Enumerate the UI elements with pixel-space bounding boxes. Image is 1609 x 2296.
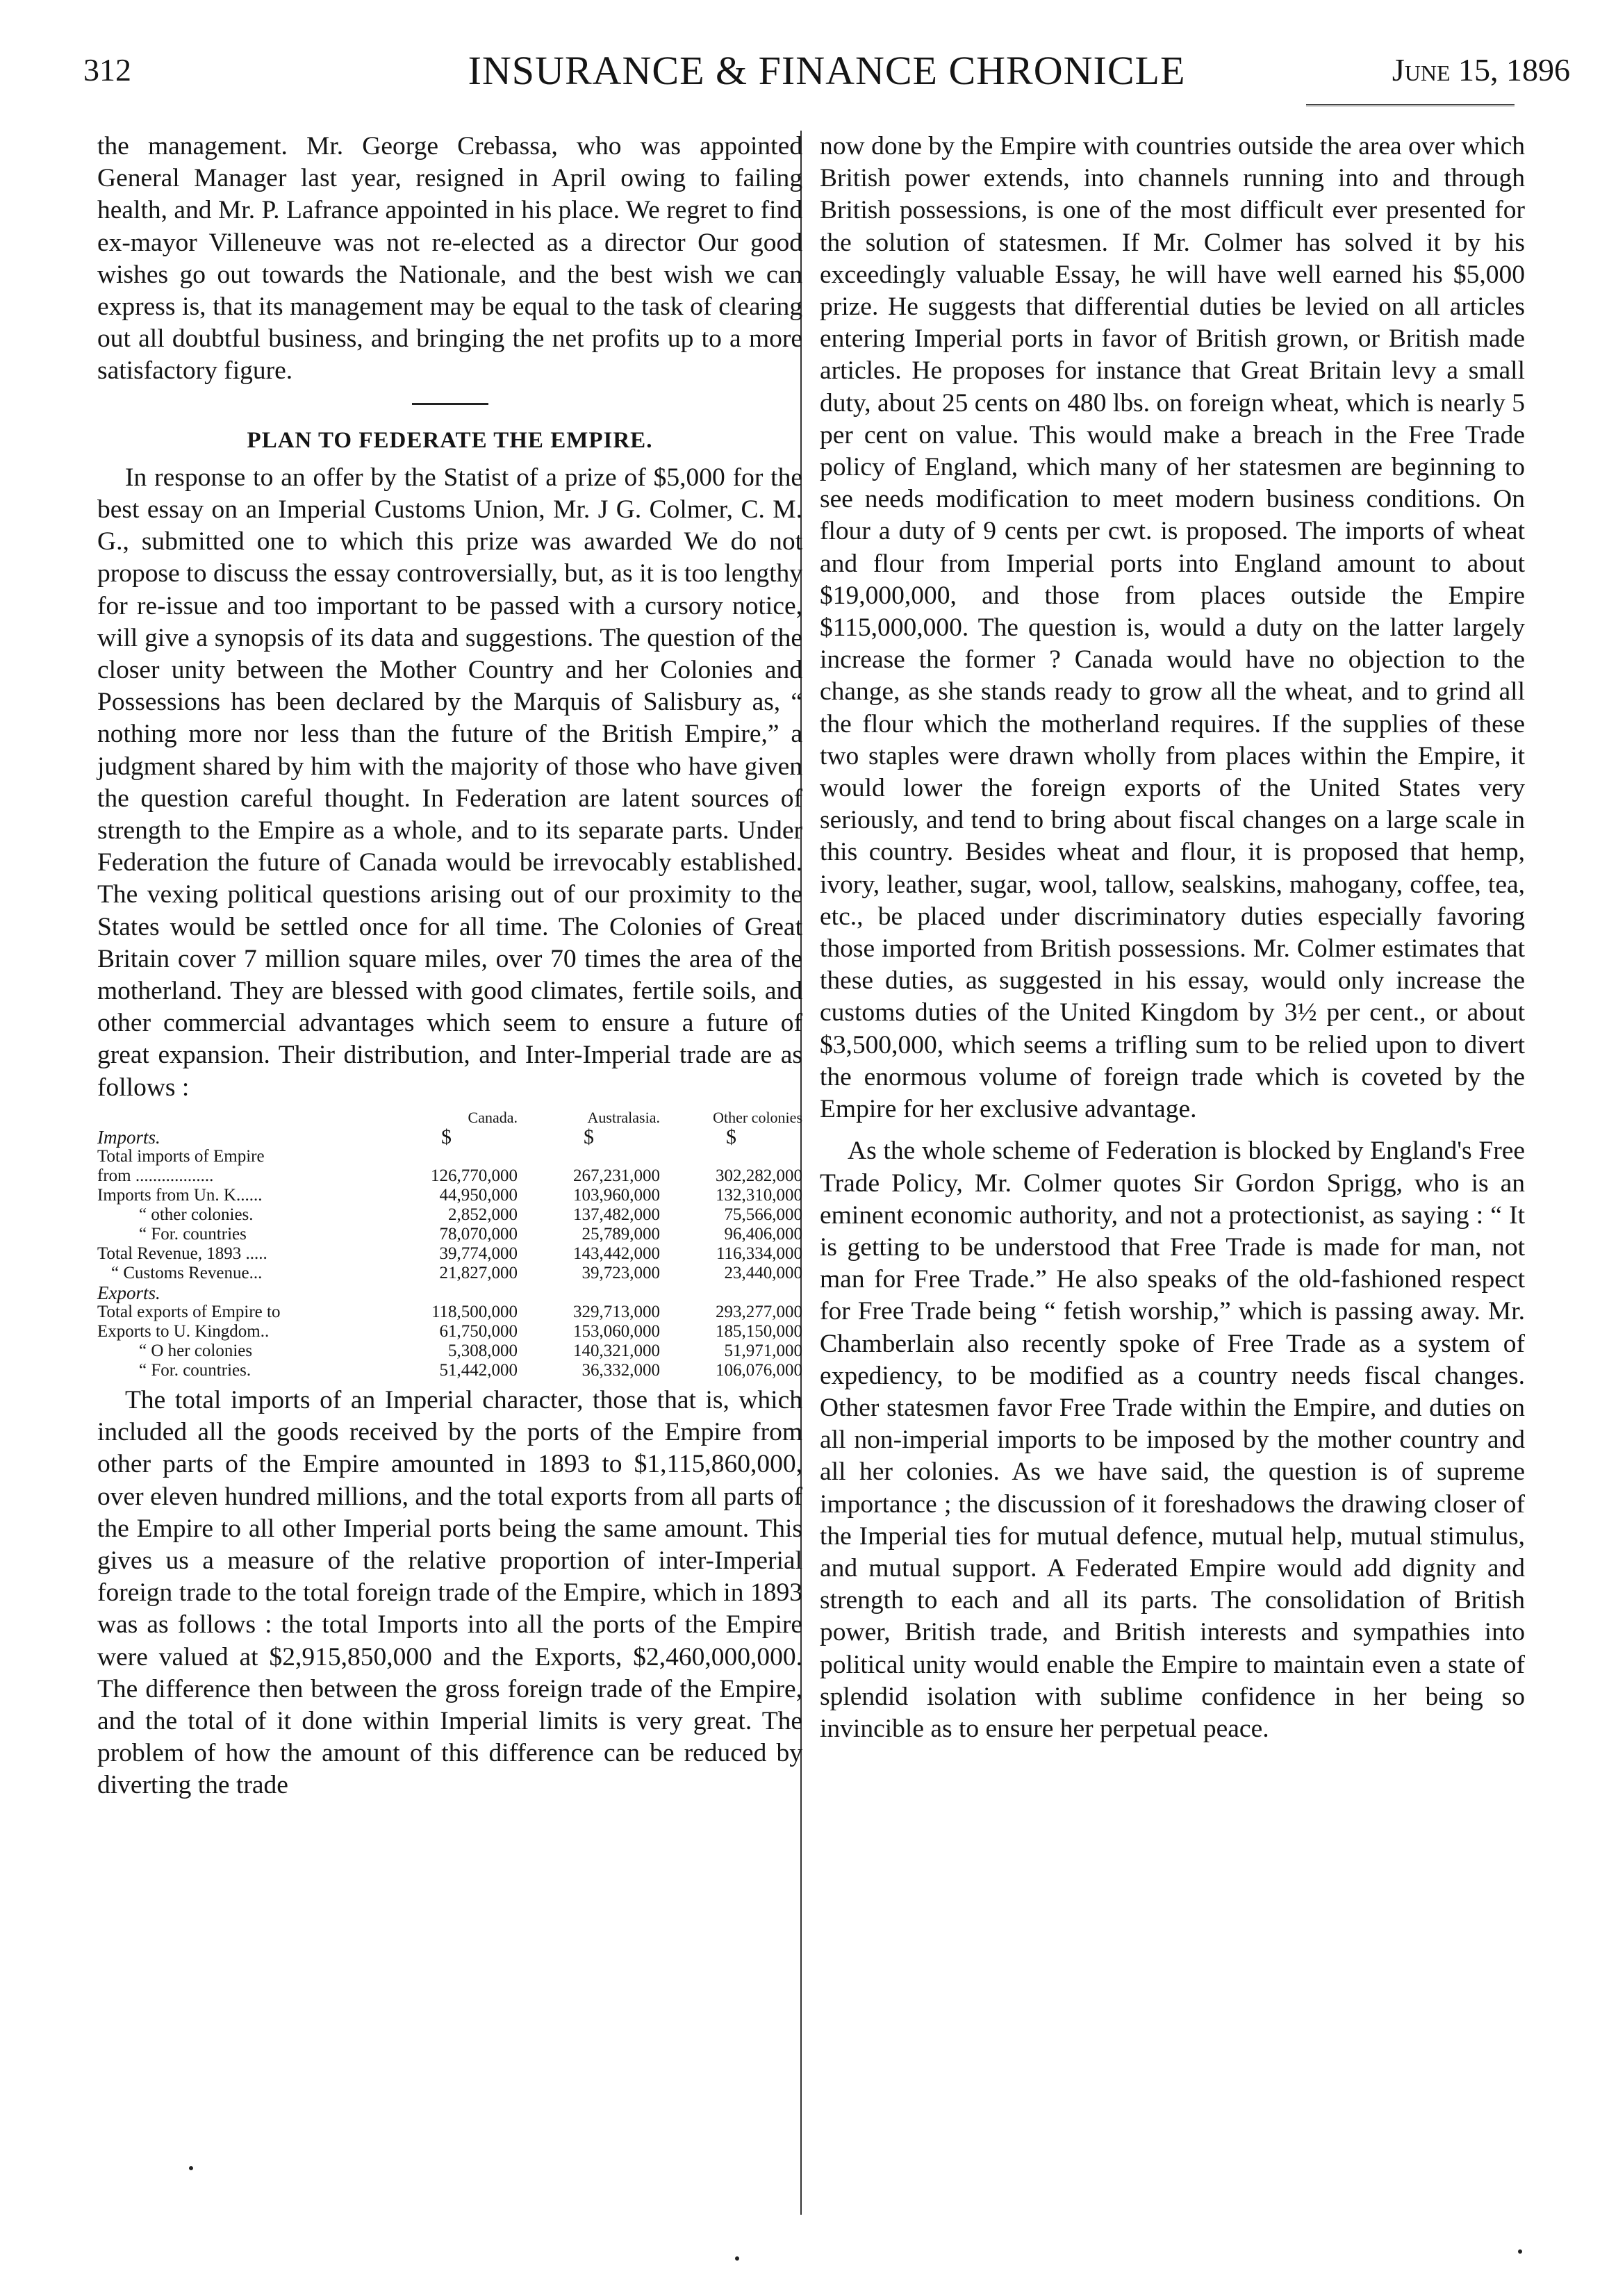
- cell-value: 23,440,000: [724, 1263, 802, 1282]
- section-rule: [412, 403, 488, 405]
- row-label: Exports to U. Kingdom..: [97, 1321, 270, 1341]
- table-row: [97, 1264, 802, 1283]
- table-row: [97, 1303, 802, 1322]
- cell-value: 302,282,000: [716, 1166, 802, 1185]
- cell-value: 137,482,000: [572, 1205, 660, 1224]
- table-row: [97, 1205, 802, 1225]
- print-speck: [189, 2166, 193, 2170]
- row-label: Total Revenue, 1893 .....: [97, 1244, 267, 1263]
- table-subheader-row: [97, 1283, 802, 1303]
- cell-value: [518, 1147, 660, 1166]
- currency-symbol: $: [725, 1125, 736, 1148]
- cell-value: 106,076,000: [716, 1360, 802, 1380]
- table-column-header: Canada.: [468, 1108, 518, 1126]
- cell-value: 78,070,000: [439, 1224, 518, 1244]
- table-row: [97, 1166, 802, 1186]
- paragraph-imperial-trade: The total imports of an Imperial character, those that is, which included all the goods received by the ports of the Empire from other parts of the Empire amounted in 1893 to $1,115,860,000, over eleven hundred millions, and the total exports from all parts of the Empire to all other Imperial ports being the same amount. This gives us a measure of the relative proportion of inter-Imperial foreign trade to the total foreign trade of the Empire, which in 1893 was as follows : the total Imports into all the ports of the Empire were valued at $2,915,850,000 and the Exports, $2,460,000,000. The difference then between the gross foreign trade of the Empire, and the total of it done within Imperial limits is very great. The problem of how the amount of this difference can be reduced by diverting the trade: [97, 1385, 802, 1800]
- row-label: “ For. countries: [139, 1224, 247, 1244]
- table-row: [97, 1225, 802, 1244]
- cell-value: 116,334,000: [716, 1244, 802, 1263]
- cell-value: [660, 1147, 802, 1166]
- cell-value: 51,442,000: [439, 1360, 518, 1380]
- cell-value: [375, 1147, 518, 1166]
- paragraph-federation-intro: In response to an offer by the Statist of a prize of $5,000 for the best essay on an Imperial Customs Union, Mr. J G. Colmer, C. M. G., submitted one to which this prize was awarded We do not propose to discuss the essay controversially, but, as it is too lengthy for re-issue and too important to be passed with a cursory notice, will give a synopsis of its data and suggestions. The question of the closer unity between the Mother Country and her Colonies and Possessions has been declared by the Marquis of Salisbury as, “ nothing more nor less than the future of the British Empire,” a judgment shared by him with the majority of those who have given the question careful thought. In Federation are latent sources of strength to the Empire as a whole, and to its separate parts. Under Federation the future of Canada would be irrevocably established. The vexing political questions arising out of our proximity to the States would be settled once for all time. The Colonies of Great Britain cover 7 million square miles, over 70 times the area of the motherland. They are blessed with good climates, fertile soils, and other commercial advantages which seem to ensure a future of great expansion. Their distribution, and Inter-Imperial trade are as follows :: [97, 463, 802, 1102]
- page-header: [83, 44, 1570, 100]
- print-speck: [1518, 2249, 1522, 2254]
- cell-value: 143,442,000: [572, 1244, 660, 1263]
- cell-value: 126,770,000: [431, 1166, 518, 1185]
- article-heading: PLAN TO FEDERATE THE EMPIRE.: [247, 427, 653, 453]
- cell-value: 185,150,000: [716, 1321, 802, 1341]
- right-column: [820, 131, 1525, 1745]
- cell-value: 96,406,000: [724, 1224, 802, 1244]
- row-label: “ other colonies.: [139, 1205, 254, 1224]
- paragraph-free-trade: As the whole scheme of Federation is blocked by England's Free Trade Policy, Mr. Colmer quotes Sir Gordon Sprigg, who is an eminent economic authority, and not a protectionist, as saying : “ It is getting to be understood that Free Trade is made for man, not man for Free Trade.” He also speaks of the old-fashioned respect for Free Trade being “ fetish worship,” which is passing away. Mr. Chamberlain also recently spoke of Free Trade as a system of expediency, to be modified as a country needs fiscal changes. Other statesmen favor Free Trade within the Empire, and duties on all non-imperial imports to be imposed by the mother country and all her colonies. As we have said, the question is of supreme importance ; the discussion of it foreshadows the drawing closer of the Imperial ties for mutual defence, mutual help, mutual stimulus, and mutual support. A Federated Empire would add dignity and strength to each and all its parts. The consolidation of British power, British trade, and British interests and sympathies into political unity would enable the Empire to maintain even a state of splendid isolation with sublime confidence in her being so invincible as to ensure her perpetual peace.: [820, 1137, 1525, 1743]
- cell-value: 61,750,000: [439, 1321, 518, 1341]
- cell-value: 153,060,000: [572, 1321, 660, 1341]
- table-column-header: Australasia.: [587, 1108, 660, 1126]
- cell-value: 21,827,000: [439, 1263, 518, 1282]
- issue-date: June 15, 1896: [1392, 52, 1570, 88]
- table-row: [97, 1244, 802, 1264]
- imports-label: Imports.: [97, 1126, 160, 1148]
- cell-value: 293,277,000: [716, 1302, 802, 1321]
- cell-value: 39,774,000: [439, 1244, 518, 1263]
- cell-value: 329,713,000: [572, 1302, 660, 1321]
- cell-value: 118,500,000: [431, 1302, 518, 1321]
- table-row: [97, 1322, 802, 1341]
- table-header-row: [97, 1108, 802, 1128]
- print-speck: [735, 2256, 739, 2261]
- table-row: [97, 1341, 802, 1361]
- table-row: [97, 1361, 802, 1380]
- cell-value: 103,960,000: [572, 1185, 660, 1205]
- table-column-header: Other colonies: [713, 1108, 802, 1126]
- row-label: Imports from Un. K......: [97, 1185, 263, 1205]
- row-label: Total imports of Empire: [97, 1146, 265, 1166]
- cell-value: 44,950,000: [439, 1185, 518, 1205]
- left-column: [97, 131, 802, 1802]
- paragraph-colmer-essay: now done by the Empire with countries outside the area over which British power extends, into channels running into and through British possessions, is one of the most difficult ever presented for the solution of statesmen. If Mr. Colmer has solved it by his exceedingly valuable Essay, he will have well earned his $5,000 prize. He suggests that differential duties be levied on all articles entering Imperial ports in favor of British grown, or British made articles. He proposes for instance that Great Britain levy a small duty, about 25 cents on 480 lbs. on foreign wheat, which is nearly 5 per cent on value. This would make a breach in the Free Trade policy of England, which many of her statesmen are beginning to see needs modification to meet modern business conditions. On flour a duty of 9 cents per cwt. is proposed. The imports of wheat and flour from Imperial ports into England amount to about $19,000,000, and those from places outside the Empire $115,000,000. The question is, would a duty on the latter largely increase the former ? Canada would have no objection to the change, as she stands ready to grow all the wheat, and to grind all the flour which the motherland requires. If the supplies of these two staples were drawn wholly from places within the Empire, it would lower the foreign exports of the United States very seriously, and tend to bring about fiscal changes on a large scale in this country. Besides wheat and flour, it is proposed that hemp, ivory, leather, sugar, wool, tallow, sealskins, mahogany, coffee, tea, etc., be placed under discriminatory duties especially favoring those imported from British possessions. Mr. Colmer estimates that these duties, as suggested in his essay, would only increase the customs duties of the United Kingdom by 3½ per cent., or about $3,500,000, which seems a trifling sum to be relied upon to divert the enormous volume of foreign trade which is coveted by the Empire for her exclusive advantage.: [820, 132, 1525, 1124]
- table-row: [97, 1186, 802, 1205]
- publication-title: INSURANCE & FINANCE CHRONICLE: [468, 48, 1186, 93]
- currency-symbol: $: [441, 1125, 452, 1148]
- cell-value: 36,332,000: [581, 1360, 660, 1380]
- cell-value: 51,971,000: [724, 1341, 802, 1360]
- cell-value: 2,852,000: [448, 1205, 518, 1224]
- row-label: “ For. countries.: [139, 1360, 251, 1380]
- table-row: [97, 1147, 802, 1166]
- cell-value: 75,566,000: [724, 1205, 802, 1224]
- cell-value: 267,231,000: [572, 1166, 660, 1185]
- table-currency-row: [97, 1128, 802, 1147]
- trade-table: [97, 1108, 802, 1380]
- paragraph-nationale: the management. Mr. George Crebassa, who was appointed General Manager last year, resigned in April owing to failing health, and Mr. P. Lafrance appointed in his place. We regret to find ex-mayor Villeneuve was not re-elected as a director Our good wishes go out towards the Nationale, and the best wish we can express is, that its management may be equal to the task of clearing out all doubtful business, and bringing the net profits up to a more satisfactory figure.: [97, 132, 802, 386]
- cell-value: 132,310,000: [716, 1185, 802, 1205]
- row-label: from ..................: [97, 1166, 214, 1185]
- cell-value: 25,789,000: [581, 1224, 660, 1244]
- row-label: “ Customs Revenue...: [111, 1263, 263, 1282]
- currency-symbol: $: [584, 1125, 594, 1148]
- exports-label: Exports.: [97, 1282, 160, 1303]
- row-label: “ O her colonies: [139, 1341, 253, 1360]
- cell-value: 140,321,000: [572, 1341, 660, 1360]
- page-number: 312: [83, 52, 131, 88]
- cell-value: 39,723,000: [581, 1263, 660, 1282]
- cell-value: 5,308,000: [448, 1341, 518, 1360]
- header-rule: [1306, 104, 1515, 106]
- row-label: Total exports of Empire to: [97, 1302, 281, 1321]
